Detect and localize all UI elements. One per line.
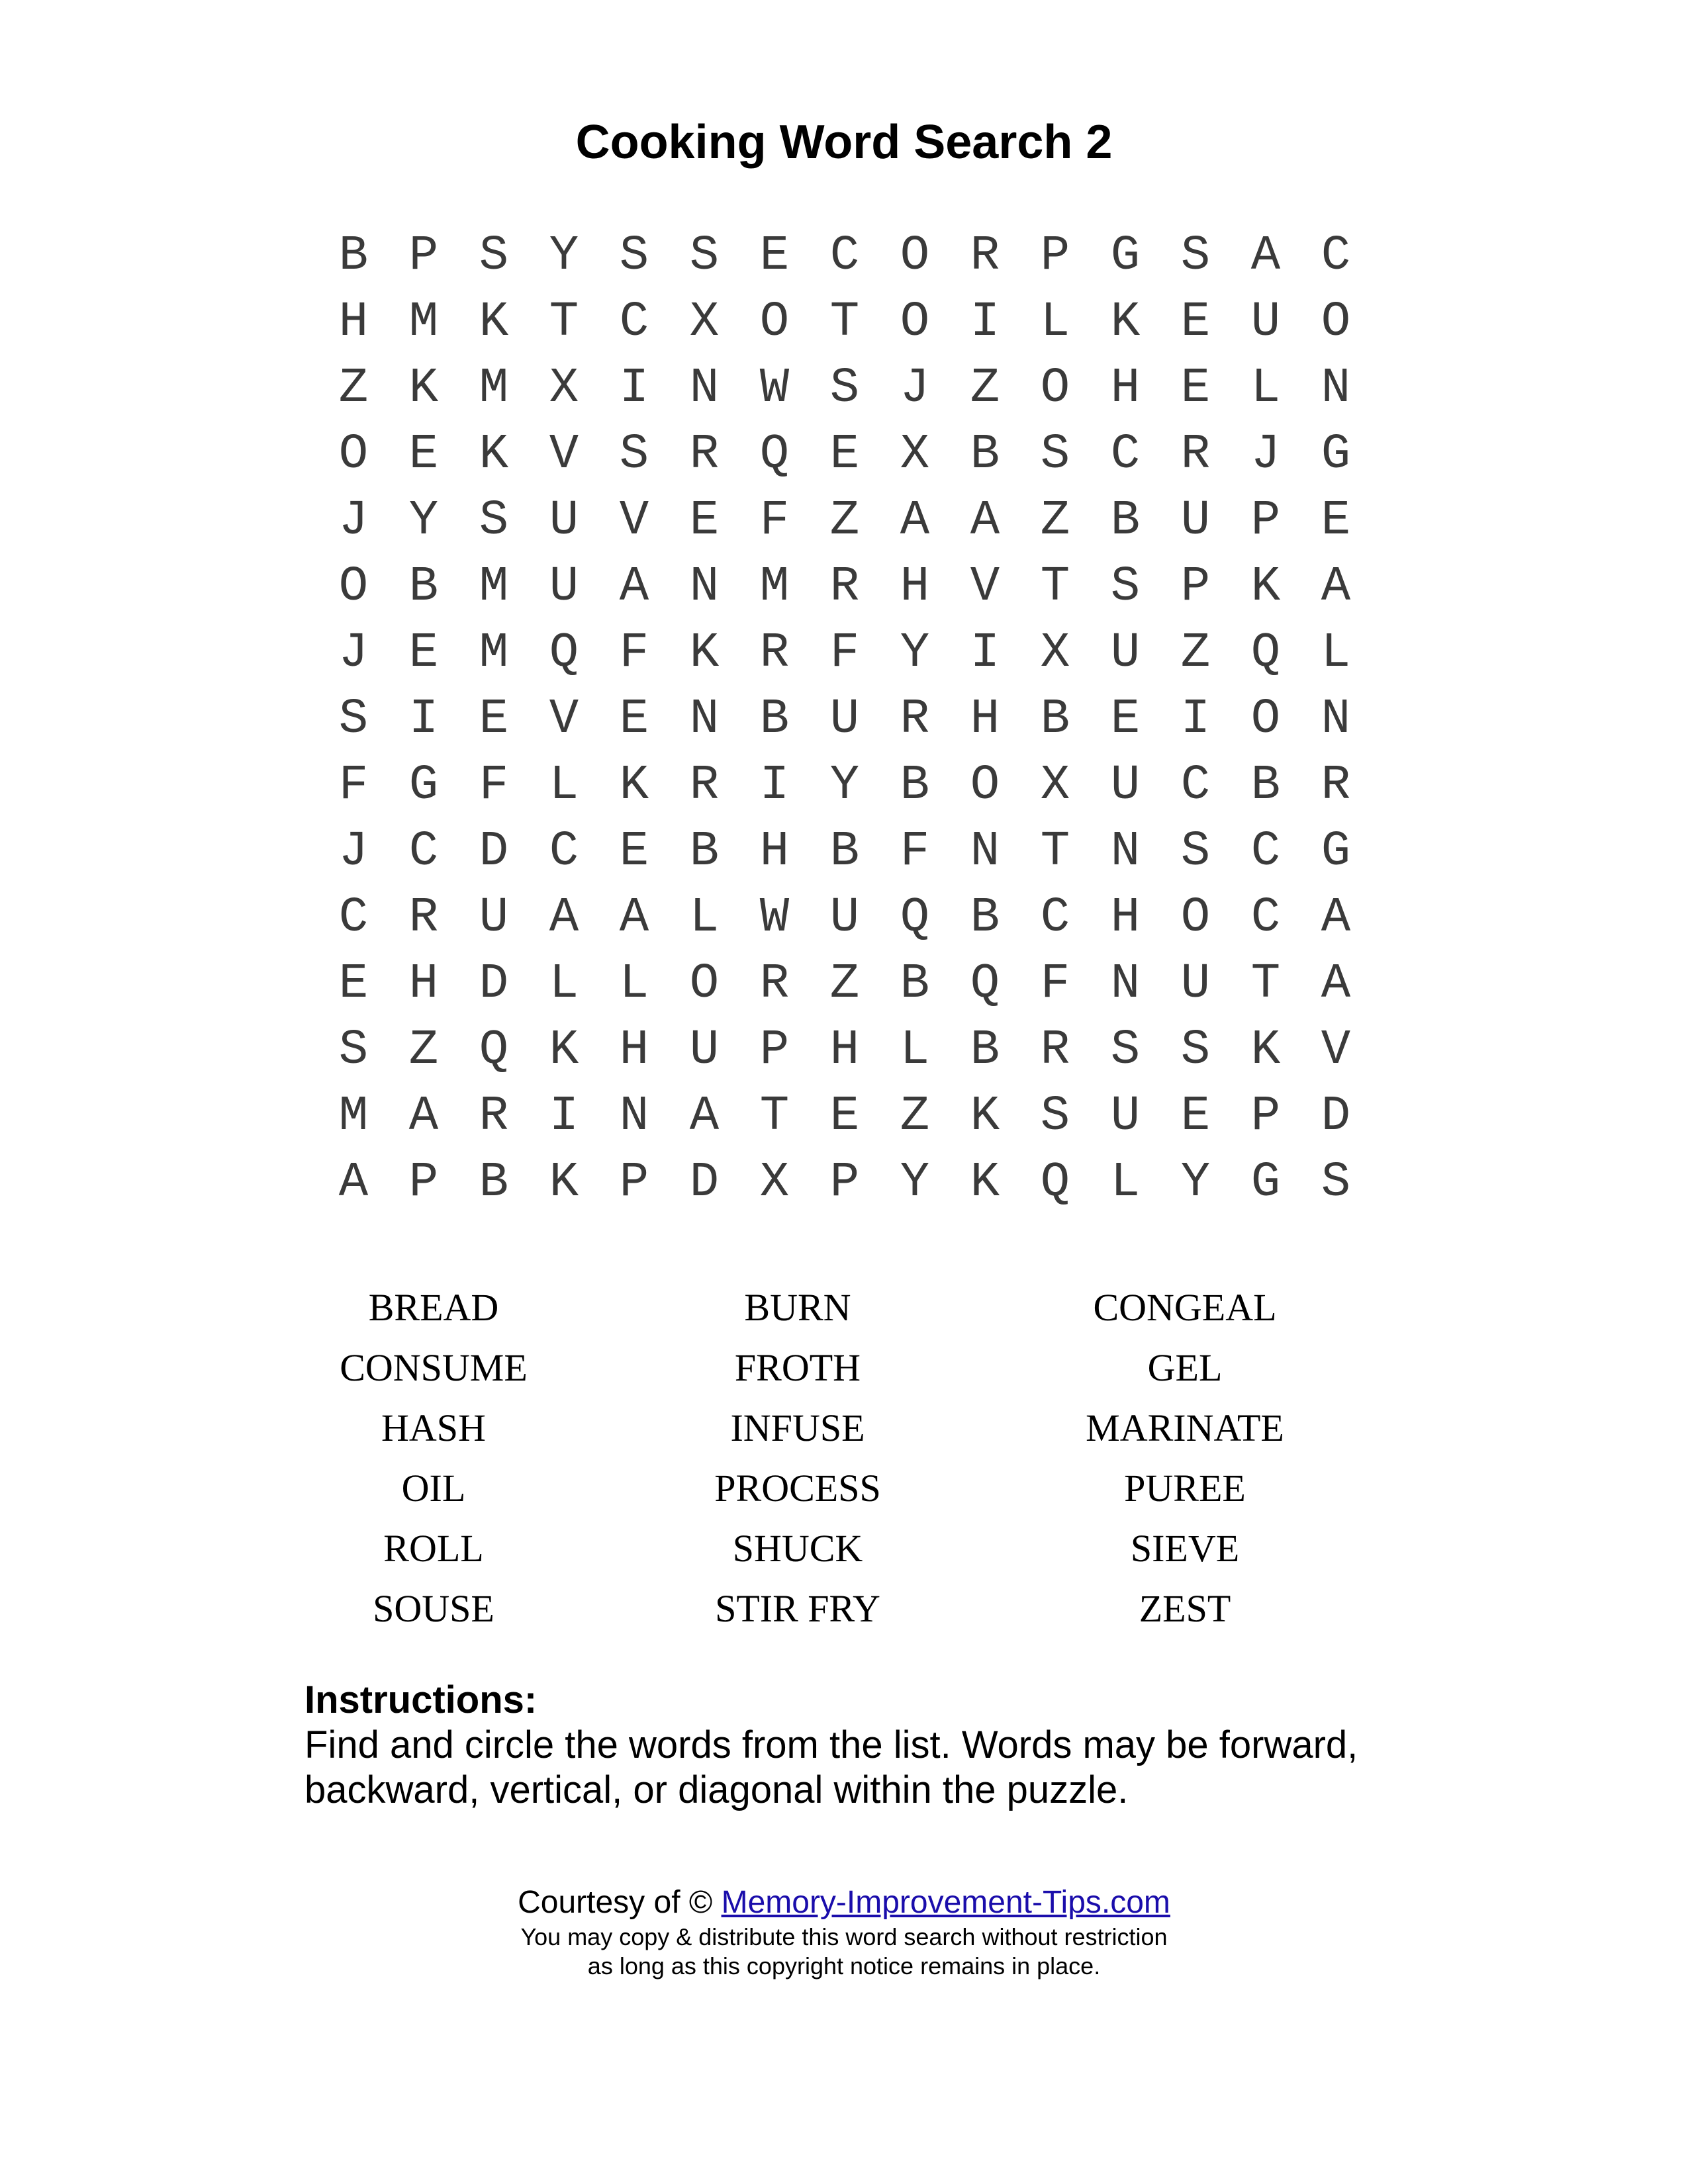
grid-cell: B [970, 427, 1000, 482]
grid-cell: B [900, 956, 930, 1012]
grid-cell: R [1321, 758, 1351, 813]
grid-cell: W [759, 890, 790, 946]
grid-cell: R [689, 427, 720, 482]
grid-cell: M [338, 1089, 369, 1144]
grid-cell: H [338, 295, 369, 350]
grid-cell: L [549, 758, 579, 813]
grid-cell: L [619, 956, 649, 1012]
grid-cell: B [1110, 493, 1141, 549]
courtesy-prefix: Courtesy of © [518, 1885, 722, 1920]
grid-cell: E [689, 493, 720, 549]
grid-cell: A [1321, 559, 1351, 615]
grid-cell: O [759, 295, 790, 350]
grid-cell: A [408, 1089, 439, 1144]
grid-cell: S [1180, 824, 1211, 880]
grid-cell: K [549, 1155, 579, 1210]
grid-cell: I [408, 692, 439, 747]
grid-cell: E [619, 824, 649, 880]
grid-cell: D [689, 1155, 720, 1210]
word-list-item: PUREE [1124, 1467, 1246, 1510]
grid-cell: I [970, 295, 1000, 350]
word-list-item: GEL [1147, 1346, 1223, 1389]
grid-cell: N [1321, 361, 1351, 416]
grid-cell: Q [479, 1023, 509, 1078]
grid-cell: M [479, 625, 509, 681]
grid-cell: B [970, 1023, 1000, 1078]
grid-cell: Q [1040, 1155, 1070, 1210]
grid-cell: S [1180, 1023, 1211, 1078]
grid-cell: I [970, 625, 1000, 681]
page-title: Cooking Word Search 2 [575, 116, 1113, 169]
grid-cell: E [338, 956, 369, 1012]
grid-cell: R [1040, 1023, 1070, 1078]
grid-cell: E [1180, 1089, 1211, 1144]
grid-cell: P [619, 1155, 649, 1210]
grid-cell: K [408, 361, 439, 416]
grid-cell: U [1250, 295, 1281, 350]
instructions-body: Find and circle the words from the list. Words may be forward, backward, vertical, or diagonal within the puzzle. [305, 1723, 1358, 1811]
grid-cell: N [1110, 824, 1141, 880]
grid-cell: V [619, 493, 649, 549]
grid-cell: B [479, 1155, 509, 1210]
grid-cell: X [900, 427, 930, 482]
grid-cell: P [759, 1023, 790, 1078]
word-list-item: CONSUME [340, 1346, 528, 1389]
grid-cell: O [970, 758, 1000, 813]
word-list-item: SIEVE [1130, 1527, 1240, 1570]
grid-cell: I [1180, 692, 1211, 747]
grid-cell: O [338, 427, 369, 482]
grid-cell: K [549, 1023, 579, 1078]
grid-cell: K [619, 758, 649, 813]
grid-cell: X [549, 361, 579, 416]
grid-cell: E [1180, 361, 1211, 416]
grid-cell: E [479, 692, 509, 747]
grid-cell: T [1040, 559, 1070, 615]
grid-cell: X [759, 1155, 790, 1210]
grid-cell: Y [408, 493, 439, 549]
copyright-notice-line-1: You may copy & distribute this word search without restriction [520, 1923, 1168, 1950]
grid-cell: A [619, 890, 649, 946]
grid-cell: Q [1250, 625, 1281, 681]
grid-cell: U [479, 890, 509, 946]
grid-cell: T [1250, 956, 1281, 1012]
grid-cell: U [829, 890, 860, 946]
grid-cell: V [1321, 1023, 1351, 1078]
grid-cell: E [1110, 692, 1141, 747]
grid-cell: F [338, 758, 369, 813]
grid-cell: C [1040, 890, 1070, 946]
grid-cell: C [338, 890, 369, 946]
grid-cell: S [1040, 1089, 1070, 1144]
grid-cell: R [1180, 427, 1211, 482]
grid-cell: U [549, 493, 579, 549]
grid-cell: L [1110, 1155, 1141, 1210]
grid-cell: S [1321, 1155, 1351, 1210]
grid-cell: F [829, 625, 860, 681]
grid-cell: U [549, 559, 579, 615]
grid-cell: J [338, 625, 369, 681]
grid-cell: O [689, 956, 720, 1012]
grid-cell: C [1110, 427, 1141, 482]
grid-cell: U [1110, 1089, 1141, 1144]
grid-cell: O [338, 559, 369, 615]
grid-cell: S [479, 493, 509, 549]
grid-cell: Q [970, 956, 1000, 1012]
grid-cell: K [970, 1155, 1000, 1210]
grid-cell: Y [1180, 1155, 1211, 1210]
grid-cell: D [479, 824, 509, 880]
grid-cell: J [900, 361, 930, 416]
instructions-heading: Instructions: [305, 1678, 538, 1721]
grid-cell: R [900, 692, 930, 747]
grid-cell: C [1250, 824, 1281, 880]
word-list-item: HASH [381, 1406, 486, 1449]
grid-cell: M [479, 559, 509, 615]
grid-cell: R [759, 625, 790, 681]
grid-cell: K [970, 1089, 1000, 1144]
grid-cell: D [479, 956, 509, 1012]
word-list-item: ROLL [383, 1527, 484, 1570]
grid-cell: D [1321, 1089, 1351, 1144]
grid-cell: Q [549, 625, 579, 681]
grid-cell: O [1250, 692, 1281, 747]
grid-cell: B [900, 758, 930, 813]
grid-cell: H [900, 559, 930, 615]
grid-cell: U [1180, 493, 1211, 549]
grid-cell: C [1180, 758, 1211, 813]
grid-cell: E [408, 625, 439, 681]
grid-cell: K [1250, 1023, 1281, 1078]
grid-cell: B [970, 890, 1000, 946]
grid-cell: G [1110, 228, 1141, 284]
grid-cell: K [479, 427, 509, 482]
grid-cell: T [549, 295, 579, 350]
grid-cell: N [1321, 692, 1351, 747]
grid-cell: P [1040, 228, 1070, 284]
grid-cell: L [1040, 295, 1070, 350]
grid-cell: C [1250, 890, 1281, 946]
grid-cell: S [1040, 427, 1070, 482]
grid-cell: L [900, 1023, 930, 1078]
grid-cell: H [1110, 890, 1141, 946]
grid-cell: T [759, 1089, 790, 1144]
grid-cell: V [549, 692, 579, 747]
grid-cell: U [1110, 758, 1141, 813]
grid-cell: Z [829, 493, 860, 549]
grid-cell: U [829, 692, 860, 747]
word-list-item: OIL [401, 1467, 466, 1510]
grid-cell: V [970, 559, 1000, 615]
grid-cell: O [900, 228, 930, 284]
grid-cell: Z [970, 361, 1000, 416]
word-list-item: INFUSE [730, 1406, 865, 1449]
grid-cell: G [1250, 1155, 1281, 1210]
grid-cell: S [1110, 1023, 1141, 1078]
grid-cell: R [829, 559, 860, 615]
grid-cell: F [619, 625, 649, 681]
grid-cell: L [689, 890, 720, 946]
grid-cell: L [1250, 361, 1281, 416]
instructions [305, 1678, 1430, 1813]
grid-cell: G [1321, 824, 1351, 880]
grid-cell: K [479, 295, 509, 350]
grid-cell: P [1250, 1089, 1281, 1144]
grid-cell: I [619, 361, 649, 416]
word-list-item: CONGEAL [1093, 1286, 1277, 1329]
grid-cell: H [1110, 361, 1141, 416]
word-list-item: BURN [744, 1286, 851, 1329]
grid-cell: A [338, 1155, 369, 1210]
word-list-item: ZEST [1139, 1587, 1231, 1630]
grid-cell: B [1250, 758, 1281, 813]
grid-cell: R [408, 890, 439, 946]
grid-cell: J [338, 824, 369, 880]
grid-cell: A [900, 493, 930, 549]
grid-cell: Z [829, 956, 860, 1012]
grid-cell: S [1180, 228, 1211, 284]
grid-cell: J [1250, 427, 1281, 482]
word-list-item: SHUCK [732, 1527, 863, 1570]
grid-cell: A [549, 890, 579, 946]
grid-cell: E [1321, 493, 1351, 549]
grid-cell: S [479, 228, 509, 284]
grid-cell: T [829, 295, 860, 350]
grid-cell: E [829, 1089, 860, 1144]
grid-cell: I [549, 1089, 579, 1144]
grid-cell: S [338, 692, 369, 747]
grid-cell: S [1110, 559, 1141, 615]
grid-cell: S [829, 361, 860, 416]
grid-cell: O [1321, 295, 1351, 350]
grid-cell: N [619, 1089, 649, 1144]
grid-cell: N [1110, 956, 1141, 1012]
grid-cell: B [759, 692, 790, 747]
word-list [265, 1277, 1377, 1639]
grid-cell: V [549, 427, 579, 482]
copyright-notice-line-2: as long as this copyright notice remains in place. [587, 1952, 1101, 1979]
grid-cell: Y [900, 625, 930, 681]
grid-cell: X [1040, 758, 1070, 813]
grid-cell: A [1321, 956, 1351, 1012]
grid-cell: A [970, 493, 1000, 549]
grid-cell: J [338, 493, 369, 549]
grid-cell: O [900, 295, 930, 350]
courtesy-line [0, 1883, 1688, 1923]
grid-cell: P [829, 1155, 860, 1210]
grid-cell: E [829, 427, 860, 482]
grid-cell: P [1250, 493, 1281, 549]
grid-cell: Q [759, 427, 790, 482]
grid-cell: Z [1040, 493, 1070, 549]
grid-cell: U [1110, 625, 1141, 681]
grid-cell: Y [829, 758, 860, 813]
grid-cell: T [1040, 824, 1070, 880]
word-list-item: BREAD [368, 1286, 499, 1329]
grid-cell: C [619, 295, 649, 350]
grid-cell: L [1321, 625, 1351, 681]
grid-cell: Y [900, 1155, 930, 1210]
grid-cell: H [829, 1023, 860, 1078]
grid-cell: S [619, 228, 649, 284]
word-list-item: FROTH [734, 1346, 861, 1389]
grid-cell: P [408, 1155, 439, 1210]
grid-cell: S [689, 228, 720, 284]
grid-cell: A [689, 1089, 720, 1144]
grid-cell: L [549, 956, 579, 1012]
grid-cell: M [759, 559, 790, 615]
grid-cell: N [689, 692, 720, 747]
grid-cell: R [970, 228, 1000, 284]
grid-cell: E [408, 427, 439, 482]
grid-cell: F [479, 758, 509, 813]
grid-cell: I [759, 758, 790, 813]
grid-cell: K [689, 625, 720, 681]
grid-cell: Z [408, 1023, 439, 1078]
grid-cell: F [759, 493, 790, 549]
grid-cell: E [1180, 295, 1211, 350]
grid-cell: P [1180, 559, 1211, 615]
grid-cell: P [408, 228, 439, 284]
grid-cell: Y [549, 228, 579, 284]
grid-cell: M [408, 295, 439, 350]
grid-cell: O [1180, 890, 1211, 946]
grid-cell: H [759, 824, 790, 880]
website-link[interactable]: Memory-Improvement-Tips.com [721, 1885, 1170, 1920]
grid-cell: A [619, 559, 649, 615]
grid-cell: N [970, 824, 1000, 880]
grid-cell: Z [900, 1089, 930, 1144]
footer [0, 1883, 1688, 1981]
word-list-item: MARINATE [1086, 1406, 1284, 1449]
grid-cell: Q [900, 890, 930, 946]
grid-cell: K [1110, 295, 1141, 350]
grid-cell: W [759, 361, 790, 416]
grid-cell: N [689, 559, 720, 615]
grid-cell: S [619, 427, 649, 482]
grid-cell: X [689, 295, 720, 350]
grid-cell: H [408, 956, 439, 1012]
grid-cell: U [689, 1023, 720, 1078]
grid-cell: X [1040, 625, 1070, 681]
grid-cell: Z [338, 361, 369, 416]
grid-cell: A [1321, 890, 1351, 946]
grid-cell: E [759, 228, 790, 284]
word-list-item: SOUSE [373, 1587, 494, 1630]
grid-cell: A [1250, 228, 1281, 284]
grid-cell: E [619, 692, 649, 747]
grid-cell: B [829, 824, 860, 880]
puzzle-grid [318, 223, 1371, 1216]
grid-cell: B [338, 228, 369, 284]
grid-cell: Z [1180, 625, 1211, 681]
grid-cell: G [1321, 427, 1351, 482]
grid-cell: R [759, 956, 790, 1012]
grid-cell: O [1040, 361, 1070, 416]
grid-cell: M [479, 361, 509, 416]
grid-cell: U [1180, 956, 1211, 1012]
grid-cell: H [619, 1023, 649, 1078]
grid-cell: C [1321, 228, 1351, 284]
grid-cell: C [829, 228, 860, 284]
grid-cell: C [408, 824, 439, 880]
grid-cell: R [479, 1089, 509, 1144]
grid-cell: F [900, 824, 930, 880]
grid-cell: N [689, 361, 720, 416]
grid-cell: F [1040, 956, 1070, 1012]
grid-cell: H [970, 692, 1000, 747]
grid-cell: S [338, 1023, 369, 1078]
grid-cell: C [549, 824, 579, 880]
word-list-item: STIR FRY [715, 1587, 880, 1630]
grid-cell: G [408, 758, 439, 813]
grid-cell: B [1040, 692, 1070, 747]
grid-cell: K [1250, 559, 1281, 615]
grid-cell: B [689, 824, 720, 880]
grid-cell: R [689, 758, 720, 813]
grid-cell: B [408, 559, 439, 615]
word-list-item: PROCESS [714, 1467, 881, 1510]
